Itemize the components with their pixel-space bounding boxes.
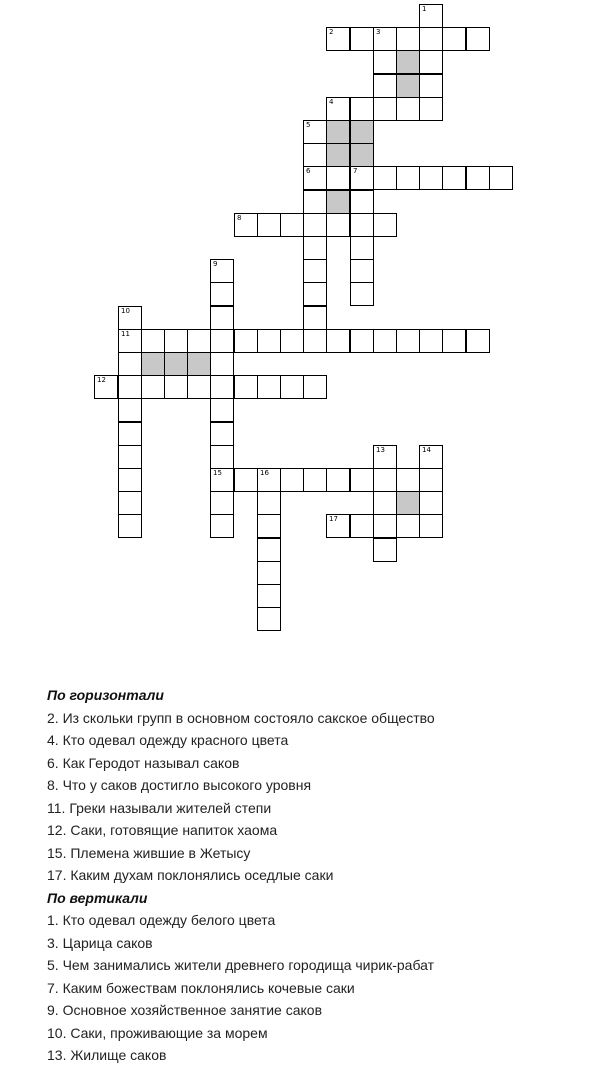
- grid-cell[interactable]: [210, 329, 234, 353]
- grid-cell[interactable]: [257, 607, 281, 631]
- grid-cell[interactable]: [94, 375, 118, 399]
- grid-cell[interactable]: [396, 329, 420, 353]
- grid-cell[interactable]: [373, 468, 397, 492]
- grid-cell[interactable]: [350, 468, 374, 492]
- grid-cell[interactable]: [373, 74, 397, 98]
- grid-cell[interactable]: [210, 445, 234, 469]
- shaded-cell: [141, 352, 165, 376]
- grid-cell[interactable]: [280, 375, 304, 399]
- grid-cell[interactable]: [234, 213, 258, 237]
- grid-cell[interactable]: [118, 398, 142, 422]
- grid-cell[interactable]: [303, 329, 327, 353]
- grid-cell[interactable]: [326, 166, 350, 190]
- grid-cell[interactable]: [373, 166, 397, 190]
- grid-cell[interactable]: [396, 468, 420, 492]
- grid-cell[interactable]: [373, 445, 397, 469]
- grid-cell[interactable]: [396, 166, 420, 190]
- grid-cell[interactable]: [303, 190, 327, 214]
- shaded-cell: [326, 120, 350, 144]
- shaded-cell: [350, 143, 374, 167]
- grid-cell[interactable]: [280, 468, 304, 492]
- grid-cell[interactable]: [419, 74, 443, 98]
- grid-cell[interactable]: [373, 50, 397, 74]
- clues-section: [47, 684, 587, 1067]
- grid-cell[interactable]: [164, 375, 188, 399]
- clue-number: 3: [376, 28, 381, 36]
- grid-cell[interactable]: [489, 166, 513, 190]
- shaded-cell: [396, 74, 420, 98]
- grid-cell[interactable]: [303, 213, 327, 237]
- grid-cell[interactable]: [280, 329, 304, 353]
- grid-cell[interactable]: [350, 282, 374, 306]
- clue-number: 12: [97, 376, 106, 384]
- grid-cell[interactable]: [350, 27, 374, 51]
- grid-cell[interactable]: [326, 329, 350, 353]
- down-clue-list: [47, 909, 587, 1067]
- grid-cell[interactable]: [442, 27, 466, 51]
- down-clue: 7. Каким божествам поклонялись кочевые саки: [47, 979, 355, 996]
- grid-cell[interactable]: [419, 491, 443, 515]
- clue-number: 1: [422, 5, 427, 13]
- grid-cell[interactable]: [118, 422, 142, 446]
- grid-cell[interactable]: [396, 97, 420, 121]
- grid-cell[interactable]: [373, 213, 397, 237]
- grid-cell[interactable]: [118, 491, 142, 515]
- grid-cell[interactable]: [326, 213, 350, 237]
- across-clue: 6. Как Геродот называл саков: [47, 754, 240, 771]
- clue-number: 14: [422, 446, 431, 454]
- grid-cell[interactable]: [210, 352, 234, 376]
- grid-cell[interactable]: [419, 166, 443, 190]
- grid-cell[interactable]: [396, 514, 420, 538]
- grid-cell[interactable]: [442, 166, 466, 190]
- clue-number: 5: [306, 121, 311, 129]
- grid-cell[interactable]: [257, 491, 281, 515]
- across-clue: 2. Из скольки групп в основном состояло сакское общество: [47, 709, 435, 726]
- grid-cell[interactable]: [303, 468, 327, 492]
- grid-cell[interactable]: [303, 259, 327, 283]
- grid-cell[interactable]: [350, 213, 374, 237]
- grid-cell[interactable]: [466, 329, 490, 353]
- clue-number: 16: [260, 469, 269, 477]
- shaded-cell: [326, 143, 350, 167]
- grid-cell[interactable]: [350, 259, 374, 283]
- grid-cell[interactable]: [350, 190, 374, 214]
- down-clue: 1. Кто одевал одежду белого цвета: [47, 912, 276, 928]
- grid-cell[interactable]: [234, 375, 258, 399]
- grid-cell[interactable]: [419, 4, 443, 28]
- shaded-cell: [350, 120, 374, 144]
- grid-cell[interactable]: [257, 538, 281, 562]
- clue-number: 15: [213, 469, 222, 477]
- grid-cell[interactable]: [118, 306, 142, 330]
- grid-cell[interactable]: [210, 491, 234, 515]
- grid-cell[interactable]: [373, 97, 397, 121]
- grid-cell[interactable]: [303, 120, 327, 144]
- grid-cell[interactable]: [373, 538, 397, 562]
- grid-cell[interactable]: [466, 27, 490, 51]
- grid-cell[interactable]: [210, 306, 234, 330]
- grid-cell[interactable]: [326, 468, 350, 492]
- grid-cell[interactable]: [350, 97, 374, 121]
- grid-cell[interactable]: [210, 514, 234, 538]
- grid-cell[interactable]: [257, 561, 281, 585]
- grid-cell[interactable]: [257, 375, 281, 399]
- grid-cell[interactable]: [118, 329, 142, 353]
- across-clue: 17. Каким духам поклонялись оседлые саки: [47, 867, 334, 883]
- grid-cell[interactable]: [164, 329, 188, 353]
- grid-cell[interactable]: [257, 468, 281, 492]
- grid-cell[interactable]: [210, 398, 234, 422]
- across-clue: 15. Племена жившие в Жетысу: [47, 844, 251, 861]
- grid-cell[interactable]: [280, 213, 304, 237]
- clue-number: 4: [329, 98, 334, 106]
- grid-cell[interactable]: [118, 375, 142, 399]
- grid-cell[interactable]: [257, 329, 281, 353]
- grid-cell[interactable]: [373, 491, 397, 515]
- down-clue: 9. Основное хозяйственное занятие саков: [47, 1002, 323, 1018]
- grid-cell[interactable]: [350, 514, 374, 538]
- grid-cell[interactable]: [326, 97, 350, 121]
- grid-cell[interactable]: [442, 329, 466, 353]
- grid-cell[interactable]: [210, 282, 234, 306]
- grid-cell[interactable]: [257, 514, 281, 538]
- down-clue: 3. Царица саков: [47, 934, 153, 951]
- grid-cell[interactable]: [187, 329, 211, 353]
- grid-cell[interactable]: [210, 468, 234, 492]
- grid-cell[interactable]: [419, 27, 443, 51]
- grid-cell[interactable]: [303, 143, 327, 167]
- grid-cell[interactable]: [118, 445, 142, 469]
- grid-cell[interactable]: [257, 584, 281, 608]
- grid-cell[interactable]: [210, 375, 234, 399]
- clue-number: 17: [329, 515, 338, 523]
- grid-cell[interactable]: [419, 329, 443, 353]
- across-clue: 11. Греки называли жителей степи: [47, 799, 272, 816]
- grid-cell[interactable]: [396, 27, 420, 51]
- grid-cell[interactable]: [118, 514, 142, 538]
- down-clue: 13. Жилище саков: [47, 1047, 167, 1063]
- clue-number: 9: [213, 260, 218, 268]
- grid-cell[interactable]: [419, 97, 443, 121]
- grid-cell[interactable]: [257, 213, 281, 237]
- shaded-cell: [326, 190, 350, 214]
- shaded-cell: [164, 352, 188, 376]
- grid-cell[interactable]: [419, 468, 443, 492]
- grid-cell[interactable]: [210, 259, 234, 283]
- clue-number: 8: [237, 214, 242, 222]
- across-clue-list: [47, 707, 587, 887]
- grid-cell[interactable]: [234, 468, 258, 492]
- grid-cell[interactable]: [419, 445, 443, 469]
- grid-cell[interactable]: [466, 166, 490, 190]
- clue-number: 13: [376, 446, 385, 454]
- grid-cell[interactable]: [419, 50, 443, 74]
- grid-cell[interactable]: [373, 329, 397, 353]
- grid-cell[interactable]: [350, 236, 374, 260]
- clue-number: 10: [121, 307, 130, 315]
- grid-cell[interactable]: [141, 329, 165, 353]
- grid-cell[interactable]: [350, 329, 374, 353]
- across-clue: 12. Саки, готовящие напиток хаома: [47, 822, 278, 838]
- down-heading: По вертикали: [47, 889, 148, 906]
- grid-cell[interactable]: [326, 27, 350, 51]
- across-clue: 4. Кто одевал одежду красного цвета: [47, 732, 289, 748]
- down-clue: 10. Саки, проживающие за морем: [47, 1024, 268, 1041]
- grid-cell[interactable]: [303, 166, 327, 190]
- grid-cell[interactable]: [303, 282, 327, 306]
- grid-cell[interactable]: [350, 166, 374, 190]
- shaded-cell: [187, 352, 211, 376]
- shaded-cell: [396, 491, 420, 515]
- grid-cell[interactable]: [373, 27, 397, 51]
- grid-cell[interactable]: [118, 468, 142, 492]
- grid-cell[interactable]: [326, 514, 350, 538]
- grid-cell[interactable]: [118, 352, 142, 376]
- grid-cell[interactable]: [303, 306, 327, 330]
- down-clue: 5. Чем занимались жители древнего городища чирик-рабат: [47, 957, 435, 973]
- grid-cell[interactable]: [141, 375, 165, 399]
- clue-number: 6: [306, 167, 311, 175]
- clue-number: 7: [353, 167, 358, 175]
- grid-cell[interactable]: [303, 236, 327, 260]
- grid-cell[interactable]: [419, 514, 443, 538]
- grid-cell[interactable]: [187, 375, 211, 399]
- shaded-cell: [396, 50, 420, 74]
- grid-cell[interactable]: [210, 422, 234, 446]
- grid-cell[interactable]: [234, 329, 258, 353]
- clue-number: 2: [329, 28, 334, 36]
- across-clue: 8. Что у саков достигло высокого уровня: [47, 777, 312, 793]
- clue-number: 11: [121, 330, 130, 338]
- across-heading: По горизонтали: [47, 687, 164, 703]
- grid-cell[interactable]: [303, 375, 327, 399]
- grid-cell[interactable]: [373, 514, 397, 538]
